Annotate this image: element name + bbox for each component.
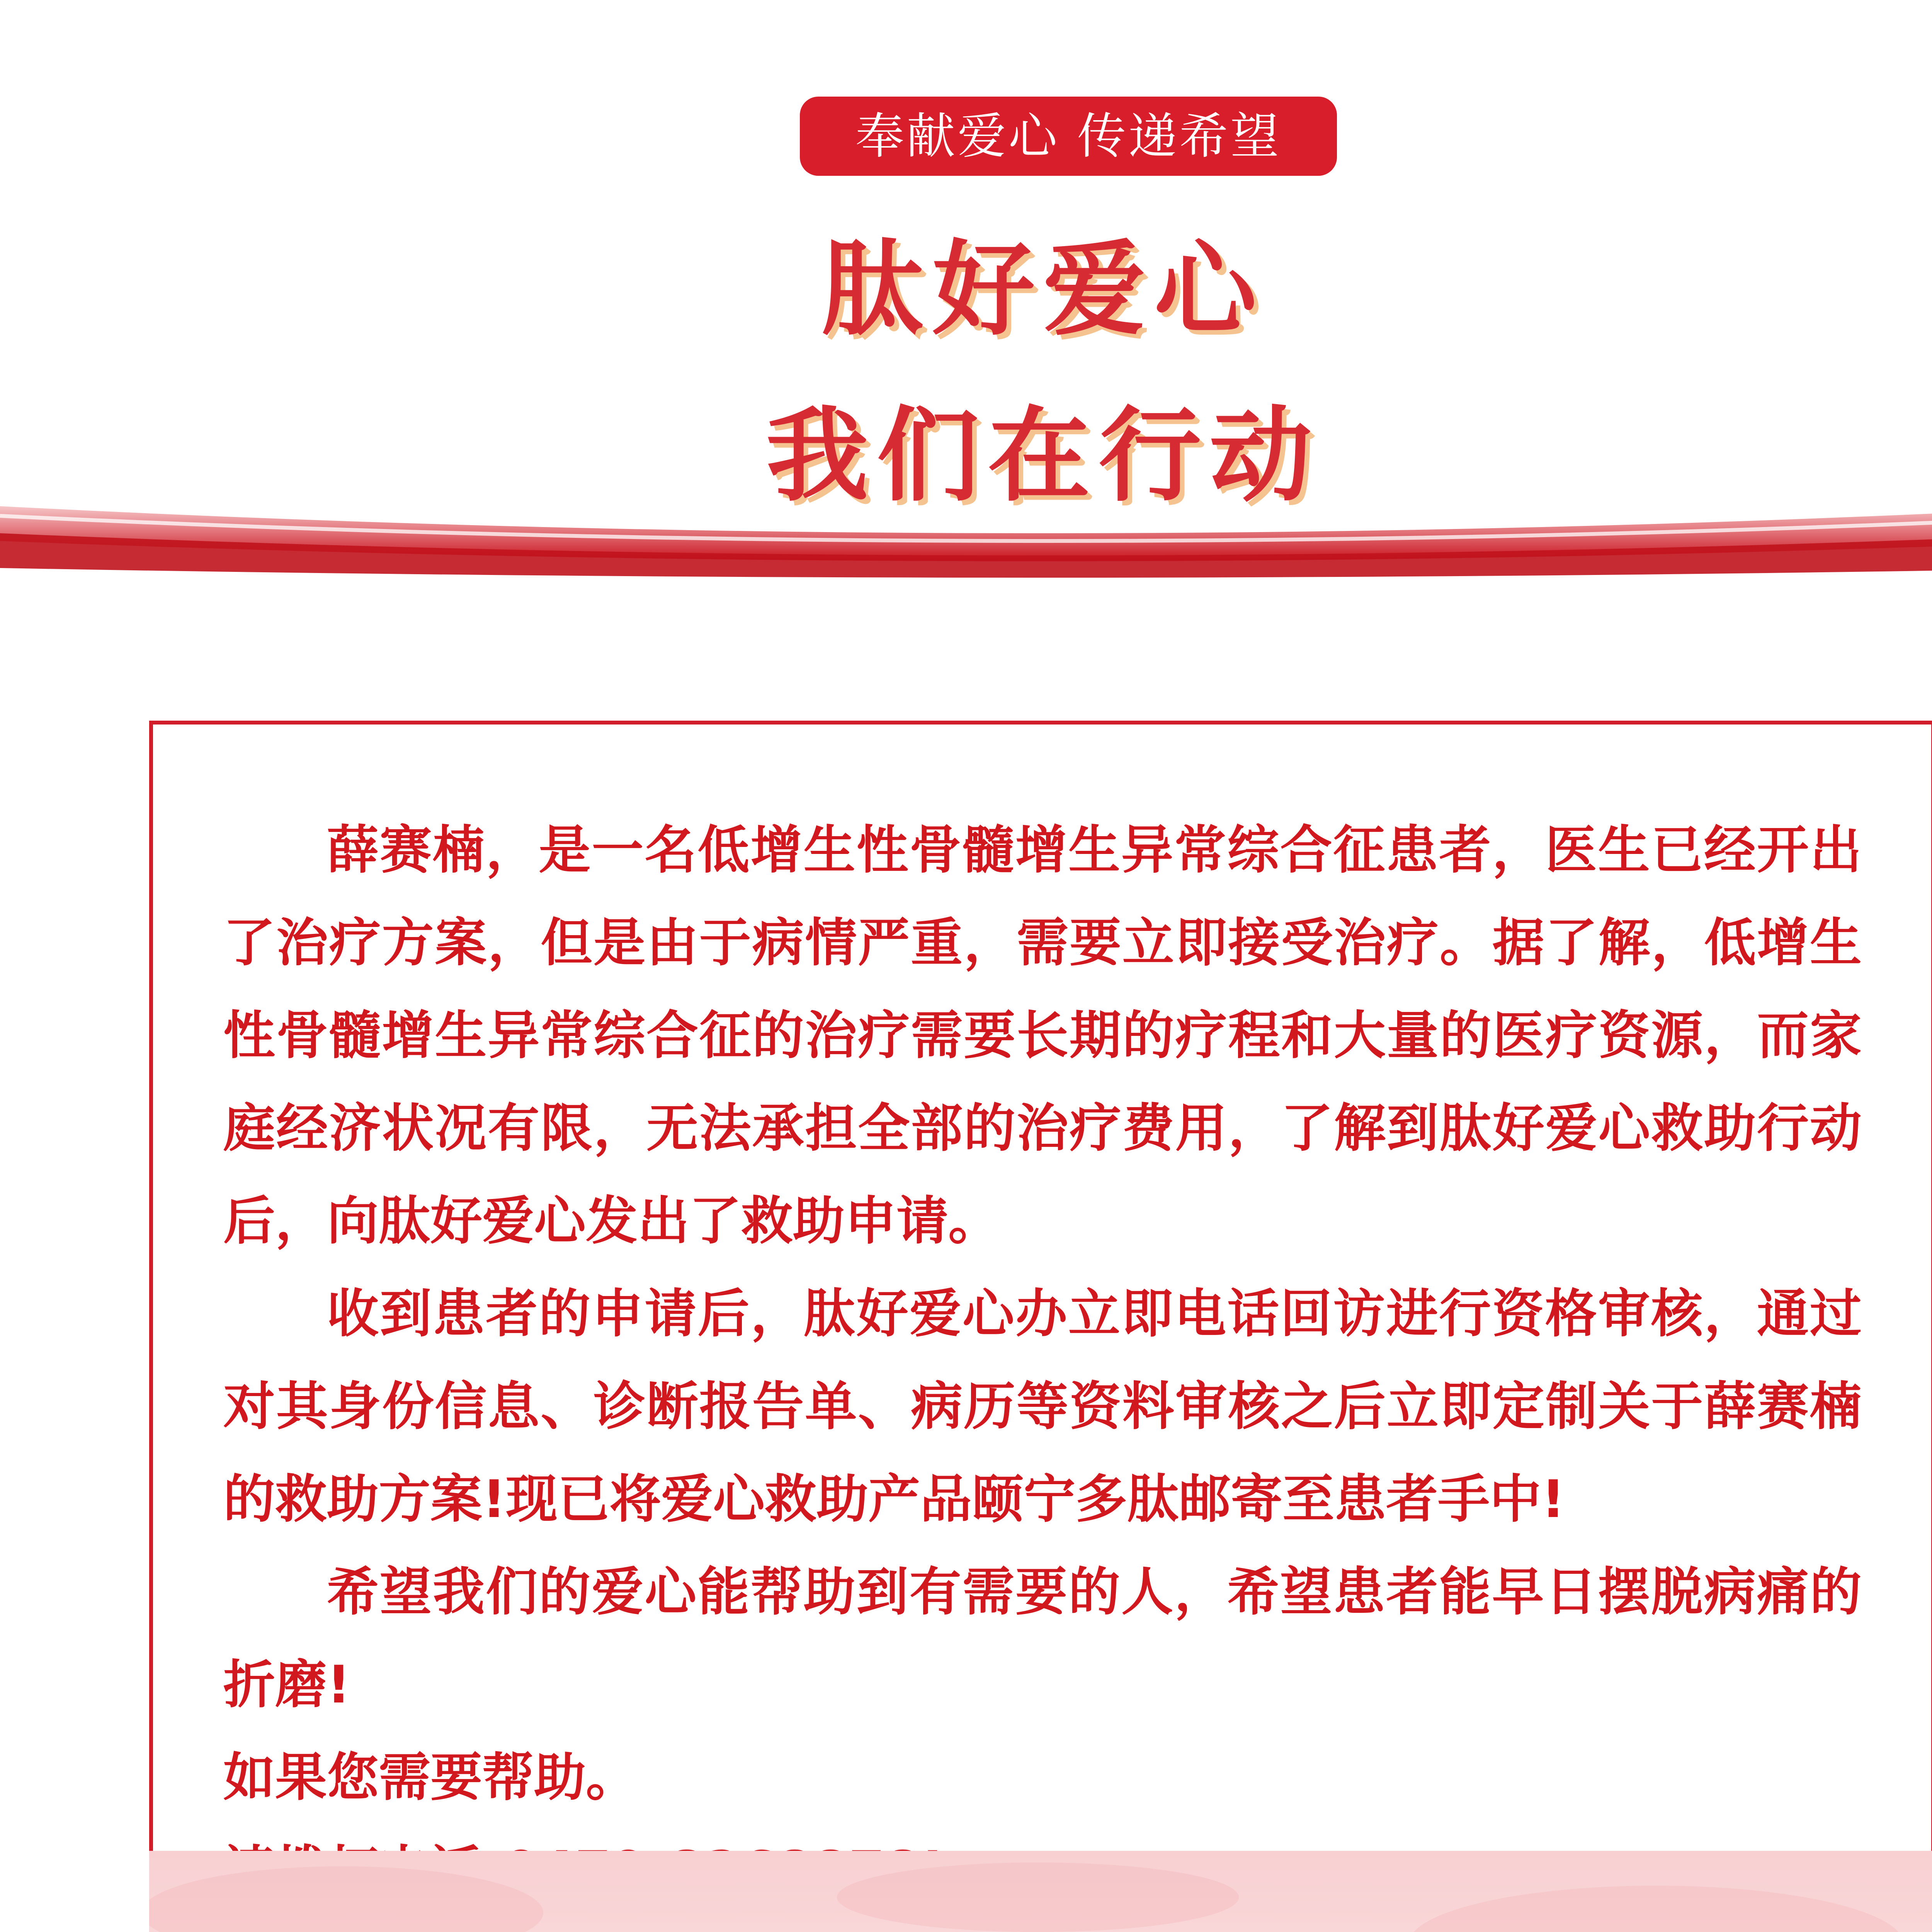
- header-swoosh-decoration: [0, 487, 1932, 587]
- story-text: [223, 804, 1862, 1917]
- page-subtitle: 我们在行动: [766, 396, 1321, 515]
- panel-illustration: [149, 1851, 1932, 1932]
- help-prompt: 如果您需要帮助。: [223, 1747, 638, 1808]
- story-paragraph: 收到患者的申请后，肽好爱心办立即电话回访进行资格审核，通过对其身份信息、诊断报告单、病历等资料审核之后立即定制关于薛赛楠的救助方案!现已将爱心救助产品颐宁多肽邮寄至患者手中!: [223, 1284, 1862, 1529]
- page-title: 肽好爱心: [821, 230, 1265, 349]
- charity-panel: [149, 1851, 1932, 1932]
- story-paragraph: 希望我们的爱心能帮助到有需要的人，希望患者能早日摆脱病痛的折磨!: [223, 1562, 1862, 1715]
- slogan-banner: 奉献爱心 传递希望: [800, 97, 1337, 176]
- story-paragraph: 薛赛楠，是一名低增生性骨髓增生异常综合征患者，医生已经开出了治疗方案，但是由于病情严重，需要立即接受治疗。据了解，低增生性骨髓增生异常综合征的治疗需要长期的疗程和大量的医疗资源，而家庭经济状况有限，无法承担全部的治疗费用，了解到肽好爱心救助行动后，向肽好爱心发出了救助申请。: [223, 820, 1862, 1251]
